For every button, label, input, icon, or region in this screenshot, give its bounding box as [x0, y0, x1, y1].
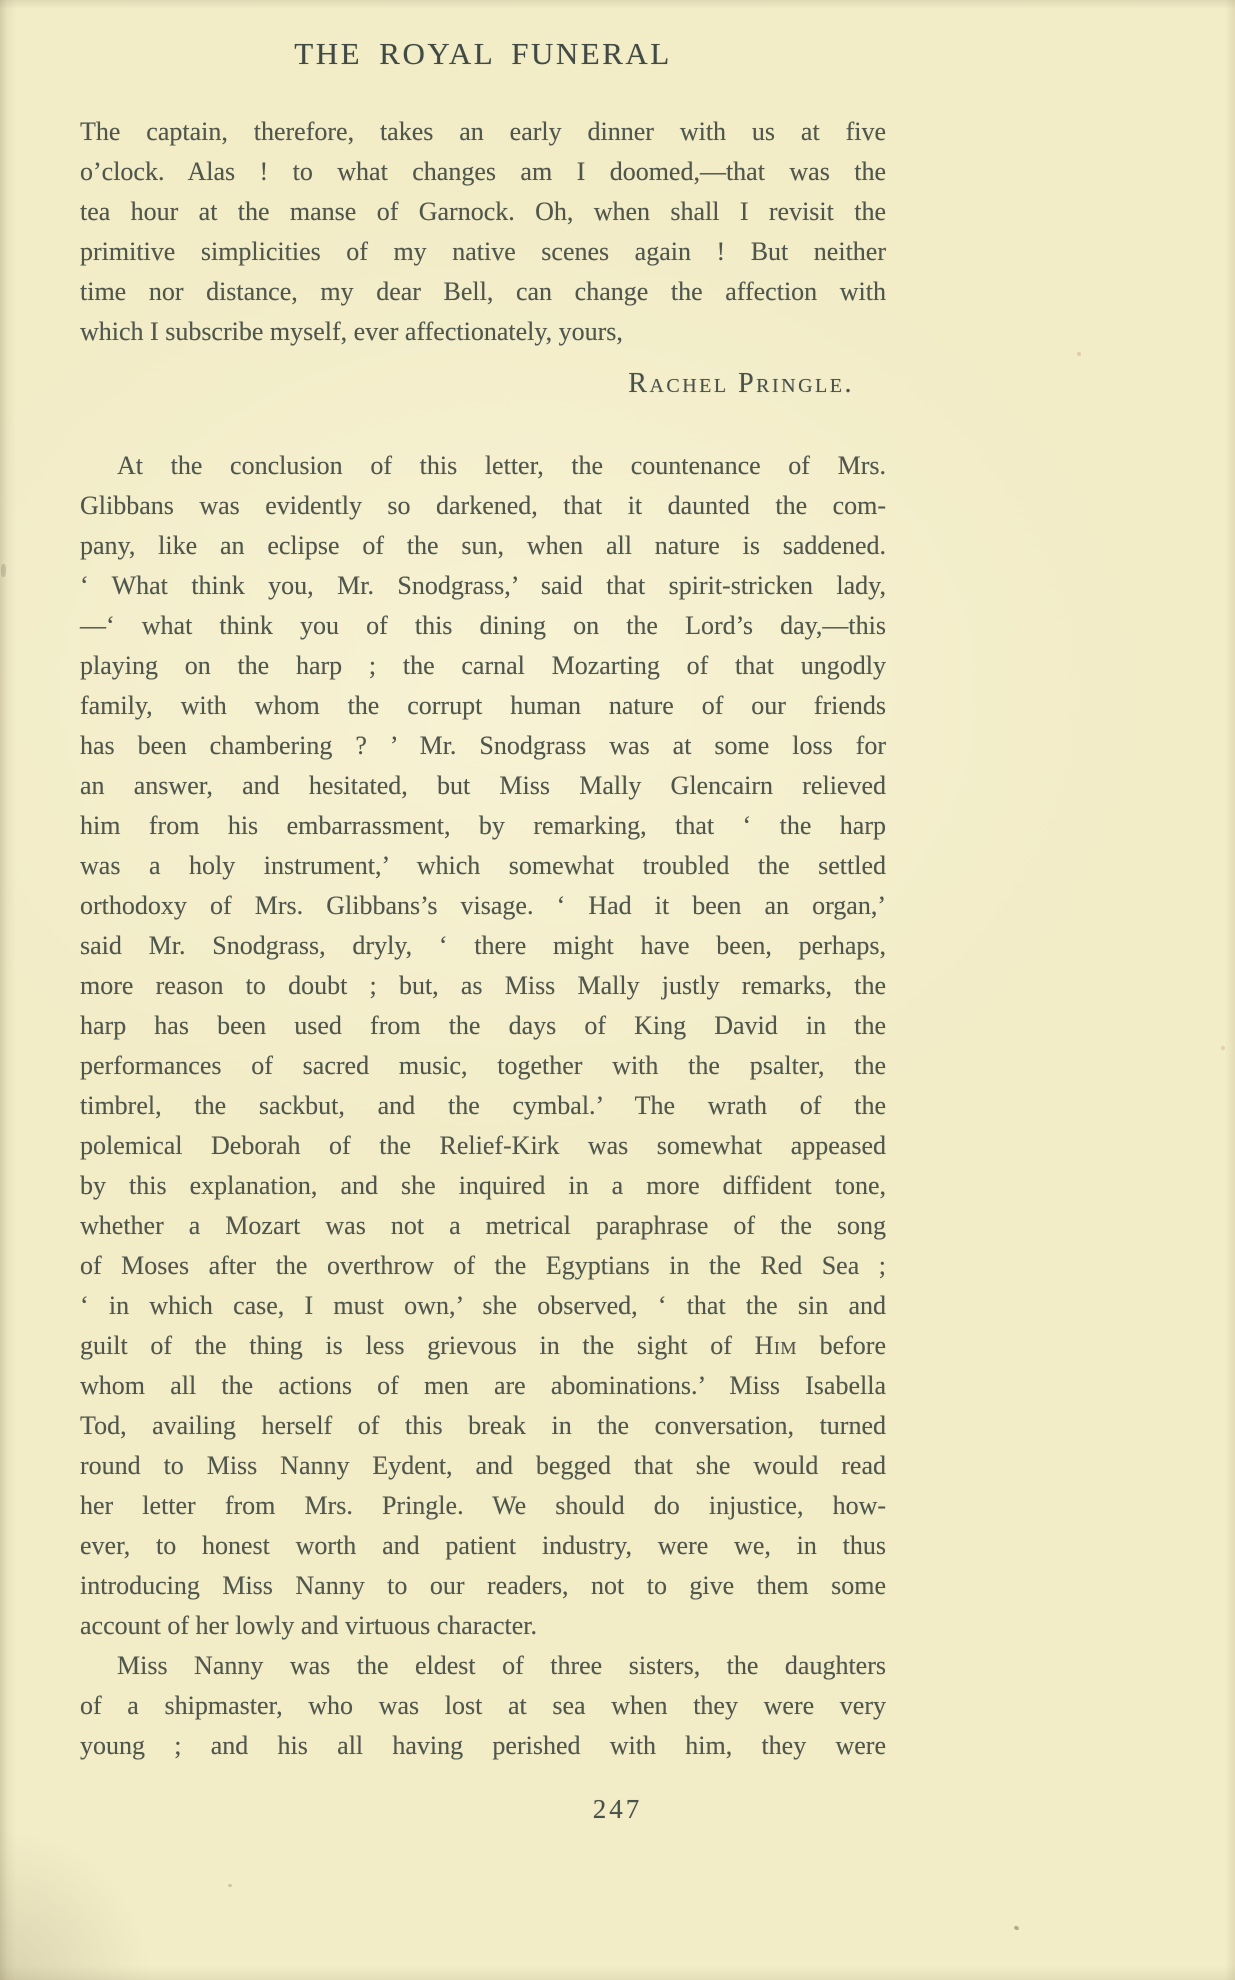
paper-speck: [1, 564, 6, 577]
text-line: [80, 1326, 886, 1366]
text-line: The captain, therefore, takes an early dinner with us at five: [80, 117, 886, 146]
running-header: THE ROYAL FUNERAL: [294, 36, 672, 71]
text-line: At the conclusion of this letter, the countenance of Mrs.: [117, 451, 886, 480]
text-block: [80, 112, 886, 1766]
text-line: Miss Nanny was the eldest of three sisters, the daughters: [117, 1651, 886, 1680]
text-line: her letter from Mrs. Pringle. We should do injustice, how-: [80, 1491, 886, 1520]
text-line: more reason to doubt ; but, as Miss Mally justly remarks, the: [80, 971, 886, 1000]
text-line: whom all the actions of men are abominations.’ Miss Isabella: [80, 1371, 886, 1400]
small-caps-word: Him: [754, 1331, 797, 1360]
text-line: time nor distance, my dear Bell, can change the affection with: [80, 277, 886, 306]
text-line: introducing Miss Nanny to our readers, not to give them some: [80, 1571, 886, 1600]
text-line: which I subscribe myself, ever affectionately, yours,: [80, 317, 623, 346]
text-line: has been chambering ? ’ Mr. Snodgrass was at some loss for: [80, 731, 886, 760]
text-line: o’clock. Alas ! to what changes am I doomed,—that was the: [80, 157, 886, 186]
text-line: an answer, and hesitated, but Miss Mally Glencairn relieved: [80, 771, 886, 800]
text-line: ever, to honest worth and patient industry, were we, in thus: [80, 1531, 886, 1560]
text-line: performances of sacred music, together with the psalter, the: [80, 1051, 886, 1080]
paper-speck: [1221, 1046, 1225, 1050]
nanny-paragraph: [80, 1646, 886, 1766]
text-line: account of her lowly and virtuous character.: [80, 1611, 537, 1640]
text-line: by this explanation, and she inquired in a more diffident tone,: [80, 1171, 886, 1200]
text-line: primitive simplicities of my native scenes again ! But neither: [80, 237, 886, 266]
text-line: him from his embarrassment, by remarking, that ‘ the harp: [80, 811, 886, 840]
text-line: ‘ in which case, I must own,’ she observed, ‘ that the sin and: [80, 1291, 886, 1320]
text-segment: guilt of the thing is less grievous in the sight of: [80, 1331, 755, 1360]
text-line: Glibbans was evidently so darkened, that it daunted the com-: [80, 491, 886, 520]
main-paragraph: [80, 446, 886, 1646]
text-line: was a holy instrument,’ which somewhat troubled the settled: [80, 851, 886, 880]
text-line: family, with whom the corrupt human nature of our friends: [80, 691, 886, 720]
paper-speck: [1077, 352, 1081, 356]
text-line: timbrel, the sackbut, and the cymbal.’ The wrath of the: [80, 1091, 886, 1120]
text-line: of Moses after the overthrow of the Egyptians in the Red Sea ;: [80, 1251, 886, 1280]
text-line: said Mr. Snodgrass, dryly, ‘ there might have been, perhaps,: [80, 931, 886, 960]
signature: Rachel Pringle.: [628, 368, 854, 399]
text-line: orthodoxy of Mrs. Glibbans’s visage. ‘ Had it been an organ,’: [80, 891, 886, 920]
text-line: Tod, availing herself of this break in the conversation, turned: [80, 1411, 886, 1440]
text-line: tea hour at the manse of Garnock. Oh, when shall I revisit the: [80, 197, 886, 226]
text-line: young ; and his all having perished with him, they were: [80, 1731, 886, 1760]
text-line: ‘ What think you, Mr. Snodgrass,’ said that spirit-stricken lady,: [80, 571, 886, 600]
page-number: 247: [592, 1794, 643, 1824]
paper-speck: [228, 1884, 232, 1887]
text-line: pany, like an eclipse of the sun, when all nature is saddened.: [80, 531, 886, 560]
text-line: round to Miss Nanny Eydent, and begged that she would read: [80, 1451, 886, 1480]
text-segment: before: [796, 1331, 886, 1360]
text-line: of a shipmaster, who was lost at sea when they were very: [80, 1691, 886, 1720]
text-line: whether a Mozart was not a metrical paraphrase of the song: [80, 1211, 886, 1240]
text-line: polemical Deborah of the Relief-Kirk was somewhat appeased: [80, 1131, 886, 1160]
text-line: —‘ what think you of this dining on the Lord’s day,—this: [80, 611, 886, 640]
text-line: playing on the harp ; the carnal Mozarting of that ungodly: [80, 651, 886, 680]
paper-speck: [1013, 1925, 1019, 1931]
text-line: harp has been used from the days of King David in the: [80, 1011, 886, 1040]
